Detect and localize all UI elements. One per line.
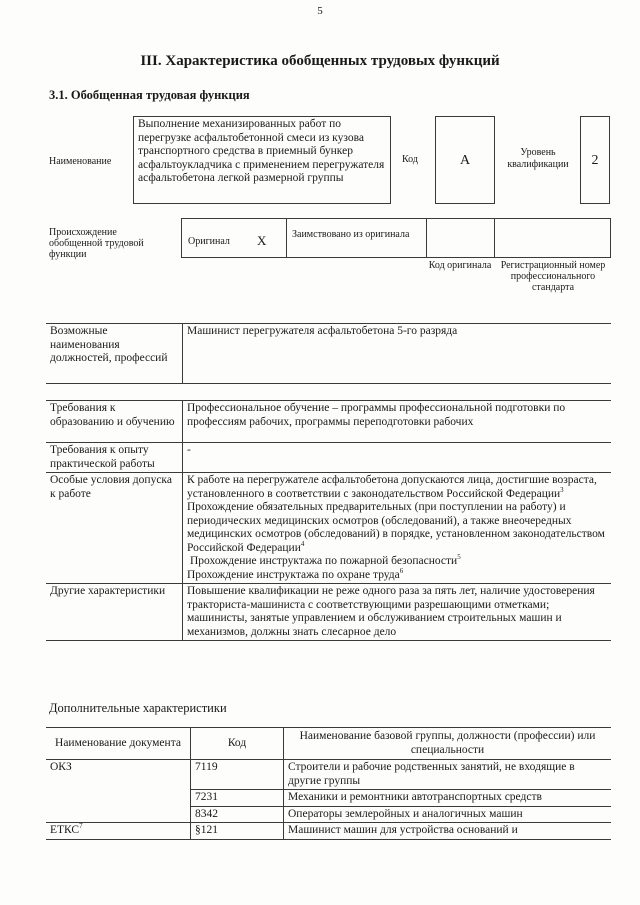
header-code: Код	[191, 728, 284, 760]
admission-label: Особые условия допуска к работе	[46, 473, 183, 584]
header-document: Наименование документа	[46, 728, 191, 760]
row-doc	[46, 790, 191, 807]
table-row	[46, 823, 611, 840]
experience-label: Требования к опыту практической работы	[46, 443, 183, 473]
origin-divider	[494, 219, 495, 257]
reg-number-caption: Регистрационный номер профессионального стандарта	[500, 260, 606, 293]
function-code-value: A	[459, 153, 471, 168]
positions-label: Возможные наименования должностей, профессий	[46, 324, 183, 384]
education-value: Профессиональное обучение – программы профессиональной подготовки по профессиям рабочих, программы переподготовки рабочих	[183, 401, 612, 443]
row-doc: ОКЗ	[46, 760, 191, 790]
code-original-caption: Код оригинала	[428, 260, 492, 271]
education-label: Требования к образованию и обучению	[46, 401, 183, 443]
row-name: Операторы землеройных и аналогичных машин	[284, 806, 612, 823]
row-name: Машинист машин для устройства оснований и	[284, 823, 612, 840]
table-row	[46, 760, 611, 790]
positions-value: Машинист перегружателя асфальтобетона 5-го разряда	[183, 324, 612, 384]
positions-table	[46, 323, 611, 384]
admission-line: Прохождение обязательных предварительных (при поступлении на работу) и периодических медицинских осмотров (обследований), а также внеочередных медицинских осмотров (обследований) в порядке, установленном законодательством Российской Федерации$^4$	[187, 501, 605, 554]
table-row	[46, 790, 611, 807]
requirements-table	[46, 400, 611, 641]
origin-row	[181, 218, 611, 258]
row-code: 8342	[191, 806, 284, 823]
original-mark: X	[257, 233, 267, 248]
additional-title: Дополнительные характеристики	[49, 701, 227, 715]
qualification-level-label: Уровень квалификации	[507, 147, 569, 170]
page-number: 5	[317, 5, 323, 17]
original-label: Оригинал	[188, 236, 230, 247]
table-row	[46, 806, 611, 823]
header-name: Наименование базовой группы, должности (профессии) или специальности	[284, 728, 612, 760]
origin-divider	[426, 219, 427, 257]
other-label: Другие характеристики	[46, 584, 183, 641]
row-code: 7231	[191, 790, 284, 807]
row-code: 7119	[191, 760, 284, 790]
admission-line: Прохождение инструктажа по пожарной безопасности$^5$	[190, 553, 461, 567]
qualification-level-value: 2	[591, 153, 599, 168]
row-name: Строители и рабочие родственных занятий, не входящие в другие группы	[284, 760, 612, 790]
admission-line: К работе на перегружателе асфальтобетона допускаются лица, достигшие возраста, установленного в соответствии с законодательством Российской Федерации$^3$	[187, 474, 597, 500]
row-code: §121	[191, 823, 284, 840]
origin-label: Происхождение обобщенной трудовой функции	[49, 227, 144, 260]
function-name-value: Выполнение механизированных работ по перегрузке асфальтобетонной смеси из кузова транспортного средства в приемный бункер асфальтоукладчика с применением перегружателя асфальтобетона легкой размерной группы	[133, 116, 391, 204]
admission-value	[183, 473, 612, 584]
row-doc: ЕТКС$^7$	[46, 823, 191, 840]
section-title: III. Характеристика обобщенных трудовых функций	[140, 53, 500, 69]
function-code-label: Код	[402, 154, 418, 165]
borrowed-label: Заимствовано из оригинала	[292, 229, 410, 240]
additional-table	[46, 727, 611, 840]
row-name: Механики и ремонтники автотранспортных средств	[284, 790, 612, 807]
function-name-label: Наименование	[49, 156, 112, 167]
origin-divider	[286, 219, 287, 257]
other-value: Повышение квалификации не реже одного раза за пять лет, наличие удостоверения тракториста-машиниста с соответствующими разрешающими отметками; машинисты, занятые управлением и обслуживанием строительных машин и механизмов, должны знать слесарное дело	[183, 584, 612, 641]
experience-value: -	[183, 443, 612, 473]
admission-line: Прохождение инструктажа по охране труда$^6$	[187, 566, 404, 581]
subsection-title: 3.1. Обобщенная трудовая функция	[49, 88, 250, 102]
row-doc	[46, 806, 191, 823]
